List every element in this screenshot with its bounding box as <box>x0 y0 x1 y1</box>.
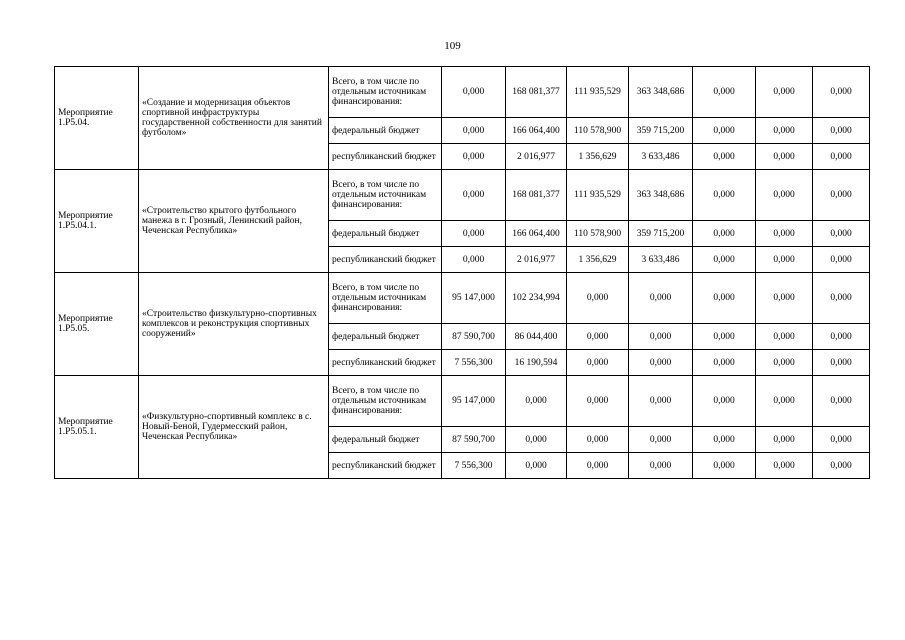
amount-cell: 0,000 <box>813 67 870 118</box>
amount-cell: 0,000 <box>693 67 756 118</box>
amount-cell: 0,000 <box>813 273 870 324</box>
funding-source-cell: Всего, в том числе по отдельным источникам финансирования: <box>329 67 442 118</box>
amount-cell: 0,000 <box>813 427 870 453</box>
amount-cell: 110 578,900 <box>567 221 629 247</box>
amount-cell: 0,000 <box>442 118 506 144</box>
funding-source-cell: республиканский бюджет <box>329 453 442 479</box>
amount-cell: 87 590,700 <box>442 427 506 453</box>
amount-cell: 0,000 <box>813 170 870 221</box>
amount-cell: 0,000 <box>693 170 756 221</box>
activity-name-cell: «Строительство крытого футбольного манежа в г. Грозный, Ленинский район, Чеченская Республика» <box>139 170 329 273</box>
amount-cell: 7 556,300 <box>442 453 506 479</box>
amount-cell: 0,000 <box>442 144 506 170</box>
activity-code-cell: Мероприятие 1.Р5.04. <box>55 67 139 170</box>
amount-cell: 0,000 <box>756 453 813 479</box>
amount-cell: 0,000 <box>629 453 693 479</box>
amount-cell: 0,000 <box>442 67 506 118</box>
amount-cell: 0,000 <box>813 350 870 376</box>
amount-cell: 110 578,900 <box>567 118 629 144</box>
activity-code-cell: Мероприятие 1.Р5.05.1. <box>55 376 139 479</box>
table-row <box>55 273 870 324</box>
funding-source-cell: Всего, в том числе по отдельным источникам финансирования: <box>329 170 442 221</box>
funding-source-cell: федеральный бюджет <box>329 427 442 453</box>
activity-code-cell: Мероприятие 1.Р5.04.1. <box>55 170 139 273</box>
amount-cell: 2 016,977 <box>506 247 567 273</box>
amount-cell: 111 935,529 <box>567 170 629 221</box>
amount-cell: 0,000 <box>813 247 870 273</box>
amount-cell: 0,000 <box>756 247 813 273</box>
amount-cell: 0,000 <box>756 67 813 118</box>
amount-cell: 0,000 <box>567 453 629 479</box>
funding-source-cell: федеральный бюджет <box>329 118 442 144</box>
activity-name-cell: «Создание и модернизация объектов спортивной инфраструктуры государственной собственности для занятий футболом» <box>139 67 329 170</box>
amount-cell: 0,000 <box>629 273 693 324</box>
amount-cell: 0,000 <box>629 350 693 376</box>
funding-source-cell: федеральный бюджет <box>329 324 442 350</box>
budget-table-body <box>55 67 870 479</box>
amount-cell: 0,000 <box>506 376 567 427</box>
amount-cell: 95 147,000 <box>442 273 506 324</box>
amount-cell: 0,000 <box>756 221 813 247</box>
funding-source-cell: республиканский бюджет <box>329 247 442 273</box>
amount-cell: 0,000 <box>756 376 813 427</box>
amount-cell: 0,000 <box>813 324 870 350</box>
amount-cell: 0,000 <box>567 273 629 324</box>
amount-cell: 168 081,377 <box>506 67 567 118</box>
amount-cell: 0,000 <box>567 376 629 427</box>
amount-cell: 0,000 <box>567 427 629 453</box>
table-row <box>55 170 870 221</box>
amount-cell: 102 234,994 <box>506 273 567 324</box>
amount-cell: 166 064,400 <box>506 118 567 144</box>
funding-source-cell: республиканский бюджет <box>329 350 442 376</box>
amount-cell: 111 935,529 <box>567 67 629 118</box>
amount-cell: 0,000 <box>629 376 693 427</box>
amount-cell: 2 016,977 <box>506 144 567 170</box>
amount-cell: 0,000 <box>813 376 870 427</box>
amount-cell: 0,000 <box>442 221 506 247</box>
amount-cell: 0,000 <box>756 118 813 144</box>
amount-cell: 0,000 <box>506 453 567 479</box>
amount-cell: 0,000 <box>629 324 693 350</box>
amount-cell: 0,000 <box>756 273 813 324</box>
amount-cell: 0,000 <box>693 221 756 247</box>
amount-cell: 0,000 <box>567 350 629 376</box>
activity-code-cell: Мероприятие 1.Р5.05. <box>55 273 139 376</box>
amount-cell: 0,000 <box>693 324 756 350</box>
amount-cell: 16 190,594 <box>506 350 567 376</box>
page-number: 109 <box>444 40 461 52</box>
amount-cell: 0,000 <box>629 427 693 453</box>
amount-cell: 3 633,486 <box>629 144 693 170</box>
amount-cell: 0,000 <box>693 350 756 376</box>
amount-cell: 0,000 <box>506 427 567 453</box>
amount-cell: 363 348,686 <box>629 170 693 221</box>
amount-cell: 0,000 <box>756 144 813 170</box>
amount-cell: 86 044,400 <box>506 324 567 350</box>
amount-cell: 168 081,377 <box>506 170 567 221</box>
amount-cell: 0,000 <box>693 376 756 427</box>
amount-cell: 0,000 <box>756 170 813 221</box>
amount-cell: 0,000 <box>756 350 813 376</box>
amount-cell: 1 356,629 <box>567 144 629 170</box>
budget-table <box>54 66 870 479</box>
amount-cell: 0,000 <box>693 273 756 324</box>
amount-cell: 0,000 <box>693 453 756 479</box>
amount-cell: 87 590,700 <box>442 324 506 350</box>
amount-cell: 0,000 <box>813 144 870 170</box>
amount-cell: 0,000 <box>813 453 870 479</box>
amount-cell: 0,000 <box>693 144 756 170</box>
amount-cell: 0,000 <box>442 247 506 273</box>
amount-cell: 166 064,400 <box>506 221 567 247</box>
funding-source-cell: Всего, в том числе по отдельным источникам финансирования: <box>329 273 442 324</box>
activity-name-cell: «Строительство физкультурно-спортивных комплексов и реконструкция спортивных сооружений» <box>139 273 329 376</box>
activity-name-cell: «Физкультурно-спортивный комплекс в с. Новый-Беной, Гудермесский район, Чеченская Республика» <box>139 376 329 479</box>
funding-source-cell: Всего, в том числе по отдельным источникам финансирования: <box>329 376 442 427</box>
funding-source-cell: федеральный бюджет <box>329 221 442 247</box>
amount-cell: 7 556,300 <box>442 350 506 376</box>
amount-cell: 1 356,629 <box>567 247 629 273</box>
amount-cell: 0,000 <box>693 247 756 273</box>
amount-cell: 0,000 <box>442 170 506 221</box>
amount-cell: 359 715,200 <box>629 221 693 247</box>
amount-cell: 359 715,200 <box>629 118 693 144</box>
table-row <box>55 376 870 427</box>
amount-cell: 0,000 <box>756 427 813 453</box>
amount-cell: 0,000 <box>756 324 813 350</box>
amount-cell: 0,000 <box>693 427 756 453</box>
amount-cell: 0,000 <box>813 118 870 144</box>
amount-cell: 0,000 <box>813 221 870 247</box>
funding-source-cell: республиканский бюджет <box>329 144 442 170</box>
amount-cell: 3 633,486 <box>629 247 693 273</box>
table-row <box>55 67 870 118</box>
amount-cell: 0,000 <box>693 118 756 144</box>
amount-cell: 95 147,000 <box>442 376 506 427</box>
amount-cell: 0,000 <box>567 324 629 350</box>
amount-cell: 363 348,686 <box>629 67 693 118</box>
